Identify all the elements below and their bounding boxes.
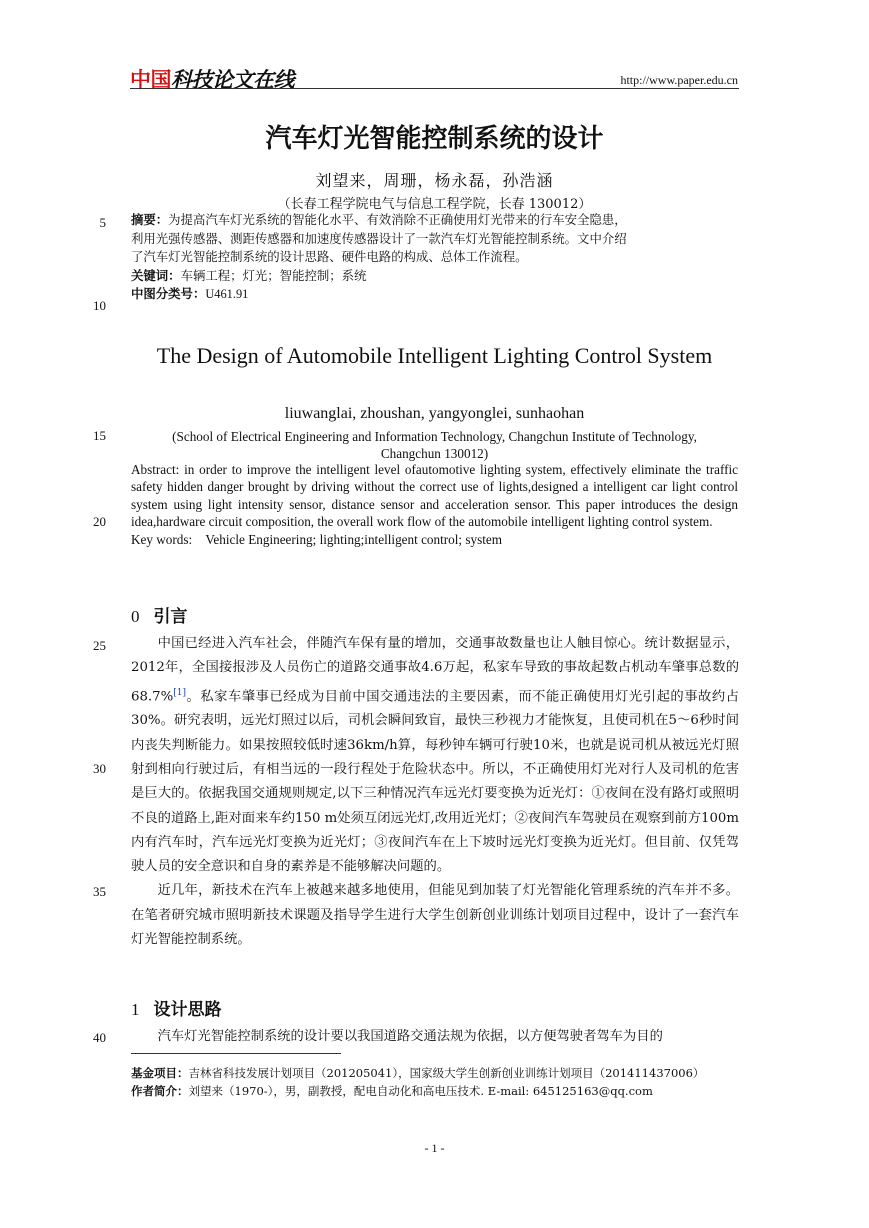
keywords-cn-label: 关键词： xyxy=(131,267,181,283)
header-url[interactable]: http://www.paper.edu.cn xyxy=(620,73,738,87)
section-heading-1 xyxy=(131,995,222,1020)
affiliation-en: (School of Electrical Engineering and Information Technology, Changchun Institute of Technology, Changchun 130012) xyxy=(172,429,697,461)
paper-title-en: The Design of Automobile Intelligent Lighting Control System xyxy=(156,343,713,368)
footnote-author xyxy=(131,1082,741,1100)
fund-text: 吉林省科技发展计划项目（201205041），国家级大学生创新创业训练计划项目（201411437006） xyxy=(188,1066,705,1080)
section-title: 引言 xyxy=(153,607,188,627)
abstract-cn-line: 了汽车灯光智能控制系统的设计思路、硬件电路的构成、总体工作流程。 xyxy=(131,249,528,264)
abstract-cn-label: 摘要： xyxy=(131,212,169,227)
keywords-en-text: Vehicle Engineering; lighting;intelligent control; system xyxy=(205,531,503,547)
paragraph xyxy=(131,632,739,879)
author-intro-text: 刘望来（1970-），男，副教授，配电自动化和高电压技术. E-mail: 645125163@qq.com xyxy=(188,1084,653,1098)
line-number: 40 xyxy=(93,1030,106,1045)
paragraph-text: 。私家车肇事已经成为目前中国交通违法的主要因素，而不能正确使用灯光引起的事故约占30%。研究表明，远光灯照过以后，司机会瞬间致盲，最快三秒视力才能恢复，且使司机在5～6秒时间内丧失判断能力。如果按照较低时速36km/h算，每秒钟车辆可行驶10米，也就是说司机从被远光灯照射到相向行驶过后，有相当远的一段行程处于危险状态中。所以，不正确使用灯光对行人及司机的危害是巨大的。依据我国交通规则规定,以下三种情况汽车远光灯要变换为近光灯：①夜间在没有路灯或照明不良的道路上,距对面来车约150 m处须互闭远光灯,改用近光灯；②夜间汽车驾驶员在观察到前方100m内有汽车时，汽车远光灯变换为近光灯；③夜间汽车在上下坡时远光灯变换为近光灯。但目前、仅凭驾驶人员的安全意识和自身的素养是不能够解决问题的。 xyxy=(131,689,739,875)
line-number: 15 xyxy=(93,428,106,443)
abstract-en xyxy=(131,461,738,548)
line-number: 10 xyxy=(93,298,106,313)
section-0-body xyxy=(131,632,739,952)
page-number: - 1 - xyxy=(424,1141,445,1155)
paragraph: 汽车灯光智能控制系统的设计要以我国道路交通法规为依据，以方便驾驶者驾车为目的 xyxy=(157,1029,663,1044)
keywords-en-label: Key words: xyxy=(131,531,193,547)
footnote-rule xyxy=(131,1053,341,1054)
clc-label: 中图分类号： xyxy=(131,286,206,301)
section-heading-0 xyxy=(131,602,188,627)
section-1-body xyxy=(131,1025,739,1049)
paragraph-text: 中国已经进入汽车社会，伴随汽车保有量的增加，交通事故数量也让人触目惊心。统计数据显示，2012年，全国接报涉及人员伤亡的道路交通事故4.6万起，私家车导致的事故起数占机动车肇事总数的68.7% xyxy=(131,636,739,705)
abstract-en-label: Abstract: xyxy=(131,462,180,477)
abstract-cn xyxy=(131,211,739,304)
line-number: 25 xyxy=(93,638,106,653)
section-number: 0 xyxy=(131,607,140,626)
section-title: 设计思路 xyxy=(153,1000,222,1020)
line-number: 20 xyxy=(93,514,106,529)
footnote-fund xyxy=(131,1064,741,1082)
keywords-cn-text: 车辆工程；灯光；智能控制；系统 xyxy=(180,267,367,283)
site-logo xyxy=(130,64,294,94)
logo-black-text: 科技论文在线 xyxy=(171,68,294,92)
line-number: 35 xyxy=(93,884,106,899)
paragraph: 近几年，新技术在汽车上被越来越多地使用，但能见到加装了灯光智能化管理系统的汽车并不多。在笔者研究城市照明新技术课题及指导学生进行大学生创新创业训练计划项目过程中，设计了一套汽车灯光智能控制系统。 xyxy=(131,883,739,947)
section-number: 1 xyxy=(131,1000,140,1019)
line-number: 5 xyxy=(99,215,106,230)
header-rule xyxy=(130,88,739,89)
paper-title-cn: 汽车灯光智能控制系统的设计 xyxy=(265,124,604,154)
affiliation-cn: （长春工程学院电气与信息工程学院，长春 130012） xyxy=(277,197,592,212)
author-intro-label: 作者简介： xyxy=(131,1084,189,1098)
abstract-en-text: in order to improve the intelligent level ofautomotive lighting system, effectively eliminate the traffic safety hidden danger brought by driving without the correct use of lights,designed a intelligent car light control system using light intensity sensor, distance sensor and acceleration sensor. This paper introduces the design idea,hardware circuit composition, the overall work flow of the automobile intelligent lighting control system. xyxy=(131,462,739,530)
authors-cn: 刘望来，周珊，杨永磊，孙浩涵 xyxy=(315,171,554,190)
abstract-cn-line: 利用光强传感器、测距传感器和加速度传感器设计了一款汽车灯光智能控制系统。文中介绍 xyxy=(131,230,627,246)
abstract-cn-line: 为提高汽车灯光系统的智能化水平、有效消除不正确使用灯光带来的行车安全隐患， xyxy=(168,212,627,227)
clc-text: U461.91 xyxy=(205,287,249,301)
authors-en: liuwanglai, zhoushan, yangyonglei, sunhaohan xyxy=(284,405,585,422)
fund-label: 基金项目： xyxy=(131,1066,189,1080)
line-number: 30 xyxy=(93,761,106,776)
logo-red-text: 中国 xyxy=(130,68,171,92)
citation-link[interactable]: [1] xyxy=(173,687,186,698)
